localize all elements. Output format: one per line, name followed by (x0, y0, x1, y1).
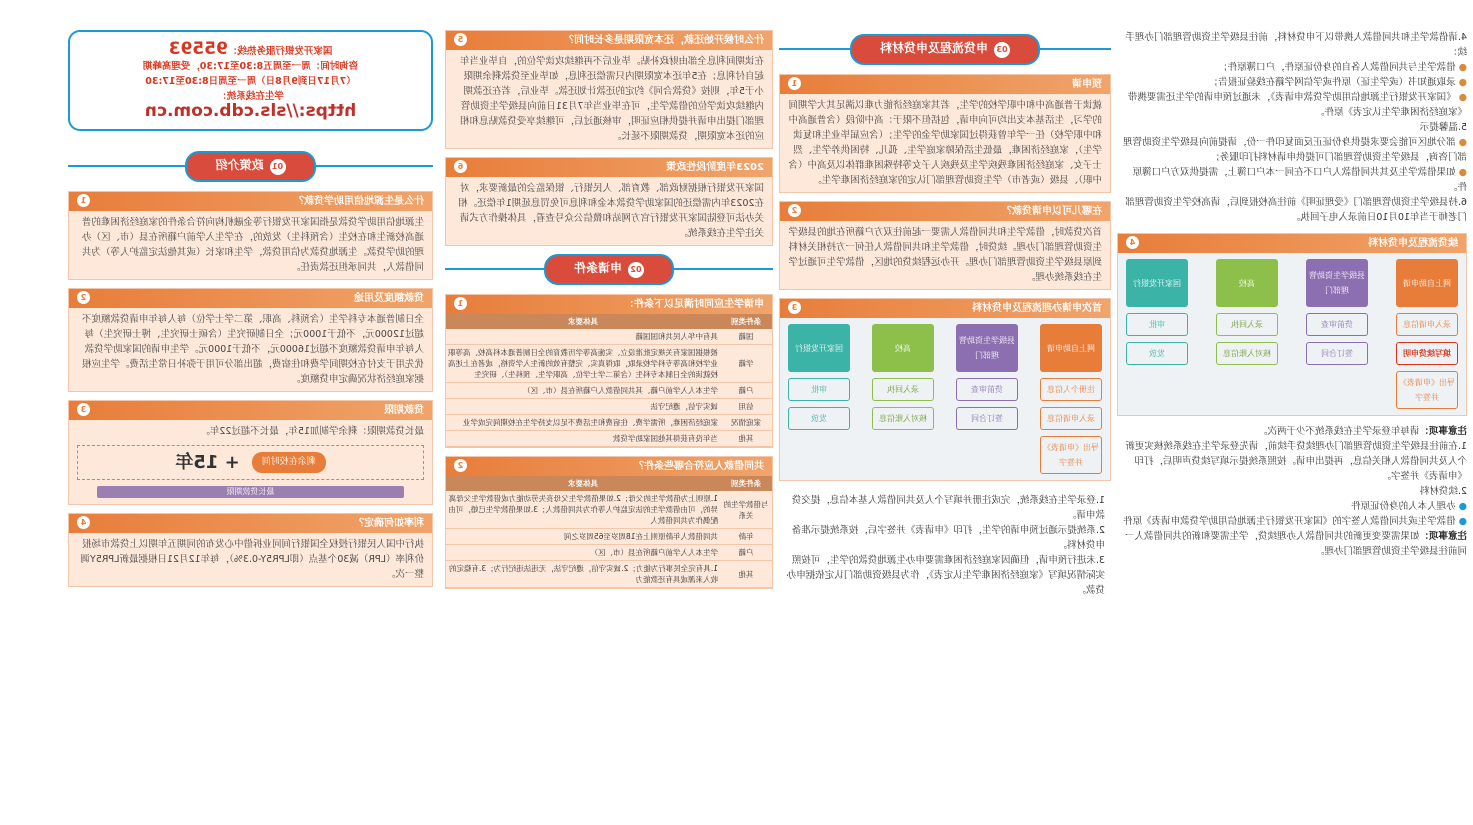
process-column (779, 30, 1111, 815)
flow-head-bank: 国家开发银行 (1126, 259, 1188, 307)
hotline-box (68, 30, 433, 131)
table-row (446, 561, 772, 588)
student-conditions-table (446, 314, 772, 447)
renew-note-2 (1117, 529, 1467, 559)
banner-number: 01 (270, 159, 286, 175)
row-requirement: 家庭经济困难，所需学费、住宿费和生活费不足以支持学生在校期间完成学业 (446, 415, 720, 431)
site-url[interactable]: https://sls.cdb.com.cn (144, 101, 357, 121)
process-card-1 (779, 74, 1111, 193)
co-borrower-conditions (445, 456, 773, 589)
flow-head-county: 县级学生资助管理部门 (1306, 259, 1368, 307)
flow-step-highlight: 填写续贷申明 (1396, 342, 1458, 365)
step-text: 3.未进行预申请，但确因家庭经济困难需要申办生源地贷款的学生，可按照实际情况填写《家庭经济困难学生认定表》，作为县级资助部门认定依据申办贷款。 (786, 555, 1105, 596)
flow-head-county: 县级学生资助管理部门 (956, 324, 1018, 372)
card-number: 1 (77, 194, 90, 207)
table-header (446, 476, 772, 491)
tip-item: ● 部分地区可能会要求提供身份证正反面复印件一份，请提前向县级学生资助管理部门咨询，县级学生资助管理部门可提供申请材料打印服务； (1117, 135, 1467, 165)
row-category: 其他 (720, 561, 772, 588)
card-title: 2023年度阶段性政策 (666, 162, 764, 173)
policy-column (68, 30, 433, 815)
flow-diagram-renew (1118, 253, 1466, 415)
row-requirement: 学生本人入学前户籍所在县（市、区） (446, 545, 720, 561)
card-body: 就读于普通高中和中职学校的学生，若其家庭经济能力难以满足其大学期间的学习，生活基本支出均可向申请，包括但不限于：高中阶段（含普通高中和中职学校）任一学年曾获得过国家助学金的学生；（含应届毕业生和复读学生），家庭经济困难，最低生活保障家庭学生、孤儿、特困供养学生、烈士子女、家庭经济困难残疾学生及残疾人子女等特殊困难群体以及高中（含中职）、县级（或者市）学生资助管理部门认定的家庭经济困难学生。 (788, 100, 1102, 186)
policy-card-3 (68, 400, 433, 505)
card-number: 2 (454, 459, 467, 472)
policy-card-1 (68, 191, 433, 280)
material-list (1117, 60, 1467, 120)
step-text: 2.系统提示通过预申请的学生，打印《申请表》并签字后，按系统提示准备申贷材料。 (791, 525, 1105, 551)
flow-diagram-first (780, 318, 1110, 480)
card-title: 利率如何确定？ (354, 518, 424, 529)
flow-head-college: 高校 (872, 324, 934, 372)
table-row (446, 399, 772, 415)
flow-step: 录入回执 (872, 378, 934, 401)
row-category: 其他 (720, 431, 772, 447)
process-card-2 (779, 201, 1111, 290)
card-body: 最长贷款期限：剩余学制加15年，最长不超过22年。 (200, 426, 424, 437)
table-row (446, 529, 772, 545)
note-text: 请每年登录学生在线系统不少于两次。 (1257, 426, 1420, 437)
term-remaining: 剩余在校时间 (252, 452, 326, 473)
material-section (1117, 30, 1467, 225)
policy-card-4 (68, 513, 433, 587)
card-number: 4 (1126, 236, 1139, 249)
flow-step: 贷前审查 (1306, 313, 1368, 336)
card-title: 在哪儿可以申请贷款？ (1002, 206, 1102, 217)
conditions-banner (445, 254, 773, 284)
card-number: 6 (454, 160, 467, 173)
flow-step: 核对入账信息 (1216, 342, 1278, 365)
repay-card-5 (445, 30, 773, 149)
policy-banner (68, 151, 433, 181)
tip-heading: 5.温馨提示 (1419, 122, 1467, 133)
col-header: 条件类别 (720, 476, 772, 491)
material-head: 4.请借款学生和共同借款人携带以下申贷材料，前往县级学生资助管理部门办理手续： (1125, 32, 1467, 58)
conditions-column (445, 30, 773, 815)
renew-step: 2.续贷材料 (1419, 486, 1467, 497)
flow-step: 审批 (788, 378, 850, 401)
term-diagram (77, 445, 424, 480)
flow-step: 录入申请信息 (1396, 313, 1458, 336)
row-requirement: 具有中华人民共和国国籍 (446, 329, 720, 345)
row-category: 与借款学生的关系 (720, 491, 772, 529)
material-item: ● 借款学生与共同借款人各自的身份证原件，户口簿原件； (1117, 60, 1467, 75)
renew-column (1117, 30, 1467, 815)
renew-material-item: ● 借款学生或共同借款人签字的《国家开发银行生源地信用助学贷款申请表》原件 (1117, 514, 1467, 529)
card-body: 在读期间利息全部由财政补贴。毕业后不再继续攻读学位的，自毕业当年起自付利息；在5年还本宽限期内只需偿还利息，如毕业至贷款剩余期限小于5年，则按《贷款合同》约定的还款计划还款。毕业后，若在还款期内继续攻读学位的借款学生，可在毕业当年7月31日前向县级学生资助管理部门提出申请并提供相应证明，审核通过后，可继续享受贷款贴息和相应的还本宽限期，贷款期限不延长。 (459, 56, 764, 142)
card-number: 2 (77, 291, 90, 304)
term-plus: + 15年 (175, 452, 240, 473)
table-row (446, 415, 772, 431)
note-label: 注意事项： (1419, 531, 1467, 542)
renew-note (1117, 424, 1467, 439)
flow-step: 发放 (788, 407, 850, 430)
table-header (446, 314, 772, 329)
material-step-6: 6.持县级学生资助管理部门《受理证明》前往高校报到后，请高校学生资助管理部门老师于当年10月10日前录入电子回执。 (1125, 197, 1467, 223)
flow-step: 导出《申请表》并签字 (1396, 371, 1458, 409)
col-header: 具体要求 (446, 476, 720, 491)
col-header: 具体要求 (446, 314, 720, 329)
term-max-arrow: 最长贷款期限 (97, 486, 404, 498)
renew-material-list (1117, 499, 1467, 529)
first-steps (779, 489, 1111, 602)
card-number: 3 (788, 301, 801, 314)
row-requirement: 被根据国家有关规定批准设立、实施高等学历教育的全日制普通本科高校、高等职业学校和高等专科学校录取，取得真实、完整有效的新生入学资格，或者在上述高校就读的全日制本专科生（含第二学士学位、高职学生、预科生）、研究生 (446, 345, 720, 383)
flow-step: 签订合同 (1306, 342, 1368, 365)
flow-head-bank: 国家开发银行 (788, 324, 850, 372)
renew-material-item: ● 办理人本人的身份证原件 (1117, 499, 1467, 514)
hotline-number: 95593 (168, 39, 228, 59)
table-row (446, 383, 772, 399)
flow-step: 录入申请信息 (1040, 407, 1102, 430)
row-category: 学籍 (720, 345, 772, 383)
banner-title: 申请条件 (574, 260, 623, 275)
banner-title: 申贷流程及申贷材料 (880, 40, 989, 55)
row-requirement: 诚实守信，遵纪守法 (446, 399, 720, 415)
card-title: 续贷流程及申贷材料 (1368, 238, 1458, 249)
flow-step: 注册个人信息 (1040, 378, 1102, 401)
note-text: 如果需要变更新的共同借款人办理续贷，学生需要和新的共同借款人一同前往县级学生资助管理部门办理。 (1124, 531, 1467, 557)
renew-card (1117, 233, 1467, 416)
row-category: 年龄 (720, 529, 772, 545)
tip-list (1117, 135, 1467, 195)
table-row (446, 491, 772, 529)
flow-head-online: 网上自助申请 (1396, 259, 1458, 307)
flow-step: 发放 (1126, 342, 1188, 365)
hours-label: 咨询时间： (310, 61, 359, 72)
card-title: 申请学生应同时满足以下条件： (624, 299, 764, 310)
card-number: 3 (77, 403, 90, 416)
table-row (446, 329, 772, 345)
banner-number: 03 (994, 42, 1010, 58)
tip-item: ● 如果借款学生及其共同借款人户口不在同一本户口簿上，需提供双方户口簿原件。 (1117, 165, 1467, 195)
row-category: 户籍 (720, 545, 772, 561)
card-number: 4 (77, 516, 90, 529)
banner-title: 政策介绍 (215, 157, 264, 172)
banner-number: 02 (628, 262, 644, 278)
flow-step: 签订合同 (956, 407, 1018, 430)
card-title: 预申请 (1072, 79, 1102, 90)
co-borrower-table (446, 476, 772, 588)
hours-line-2: （7月17日到9月8日）周一至周日8:30至17:30 (145, 76, 356, 87)
flow-step: 贷前审查 (956, 378, 1018, 401)
row-category: 信用 (720, 399, 772, 415)
row-category: 国籍 (720, 329, 772, 345)
card-body: 执行中国人民银行授权全国银行间同业拆借中心发布的同期五年期以上贷款市场报价利率（LPR）减30个基点（即LPR5Y-0.3%），每年12月21日根据最新LPR5Y调整一次。 (80, 539, 424, 580)
table-row (446, 345, 772, 383)
process-card-3 (779, 298, 1111, 481)
row-requirement: 1.原则上为借款学生的父母；2.如果借款学生父母丧失劳动能力或借款学生父母离异的，可由借款学生的法定监护人等作为共同借款人；3.如果借款学生已婚，可由配偶作为共同借款人 (446, 491, 720, 529)
card-body: 生源地信用助学贷款是指国家开发银行等金融机构向符合条件的家庭经济困难的普通高校新生和在校生（含预科生）发放的，在学生入学前户籍所在县（市、区）办理的助学贷款。生源地贷款为信用贷款，学生和家长（或其他法定监护人等）为共同借款人，共同承担还款责任。 (81, 217, 424, 273)
row-requirement: 学生本人入学前户籍、其共同借款人户籍所在县（市、区） (446, 383, 720, 399)
renew-step: 1.在前往县级学生资助管理部门办理续贷手续前，请先登录学生在线系统核实更新个人及共同借款人相关信息，再提出申请。按照系统提示填写续贷声明后，打印《申请表》并签字。 (1125, 441, 1467, 482)
hotline-label: 国家开发银行服务热线： (227, 46, 333, 57)
card-number: 1 (788, 77, 801, 90)
row-category: 家庭情况 (720, 415, 772, 431)
card-number: 1 (454, 297, 467, 310)
card-title: 共同借款人应符合哪些条件？ (634, 461, 764, 472)
col-header: 条件类别 (720, 314, 772, 329)
flow-step: 审批 (1126, 313, 1188, 336)
flow-step: 核对入账信息 (872, 407, 934, 430)
note-label: 注意事项： (1419, 426, 1467, 437)
row-category: 户籍 (720, 383, 772, 399)
site-label: 学生在线系统： (217, 91, 284, 102)
repay-card-6 (445, 157, 773, 246)
hours-line-1: 周一至周五8:30至17:30，受理高峰期 (142, 61, 311, 72)
table-row (446, 545, 772, 561)
step-text: 1.登录学生在线系统，完成注册并填写个人及共同借款人基本信息，提交贷款申请。 (791, 495, 1105, 521)
material-item: ● 《国家开发银行生源地信用助学贷款申请表》，未通过预申请的学生还需要携带《家庭经济困难学生认定表》原件。 (1117, 90, 1467, 120)
row-requirement: 当年没有获得其他国家助学贷款 (446, 431, 720, 447)
card-body: 全日制普通本专科学生（含预科、高职、第二学士学位）每人每年申请贷款额度不超过12000元，不低于1000元；全日制研究生（含硕士研究生、博士研究生）每人每年申请贷款额度不超过16000元，不低于1000元。学生申请的国家助学贷款优先用于支付在校期间学费和住宿费，超出部分可用于弥补日常生活费。学生应根据家庭经济状况确定申贷额度。 (81, 314, 424, 385)
flow-step: 导出《申请表》并签字 (1040, 436, 1102, 474)
row-requirement: 共同借款人年龄原则上在18周岁至65周岁之间 (446, 529, 720, 545)
material-item: ● 录取通知书（或学生证）原件或学信网学籍在线验证报告； (1117, 75, 1467, 90)
student-conditions (445, 294, 773, 448)
card-body: 首次贷款时，借款学生和共同借款人需要一起前往双方户籍所在地的县级学生资助管理部门办理。续贷时，借款学生和共同借款人任何一方持相关材料到原县级学生资助管理部门办理。开办远程续贷的地区，借款学生可通过学生在线系统办理。 (788, 227, 1102, 283)
flow-step: 录入回执 (1216, 313, 1278, 336)
card-title: 贷款额度及用途 (354, 293, 424, 304)
row-requirement: 1.具有完全民事行为能力；2.诚实守信，遵纪守法，无违法违纪行为；3.有稳定的收入来源或具有还款能力 (446, 561, 720, 588)
card-number: 5 (454, 33, 467, 46)
card-body: 国家开发银行根据财政部、教育部、人民银行、银保监会的最新要求，对在2023年内需偿还的国家助学贷款本金和利息可免罚息延期1年偿还。相关办法可登陆国家开发银行官方网站和微信公众号查看，具体操作方式请关注学生在线系统。 (458, 183, 764, 239)
card-title: 首次申请办理流程及申贷材料 (972, 303, 1102, 314)
policy-card-2 (68, 288, 433, 392)
flow-head-college: 高校 (1216, 259, 1278, 307)
flow-head-online: 网上自助申请 (1040, 324, 1102, 372)
card-number: 2 (788, 204, 801, 217)
card-title: 贷款期限 (384, 405, 424, 416)
card-title: 什么时候开始还款，还本宽限期是多长时间？ (564, 35, 764, 46)
table-row (446, 431, 772, 447)
process-banner (779, 34, 1111, 64)
card-title: 什么是生源地信用助学贷款？ (294, 196, 424, 207)
